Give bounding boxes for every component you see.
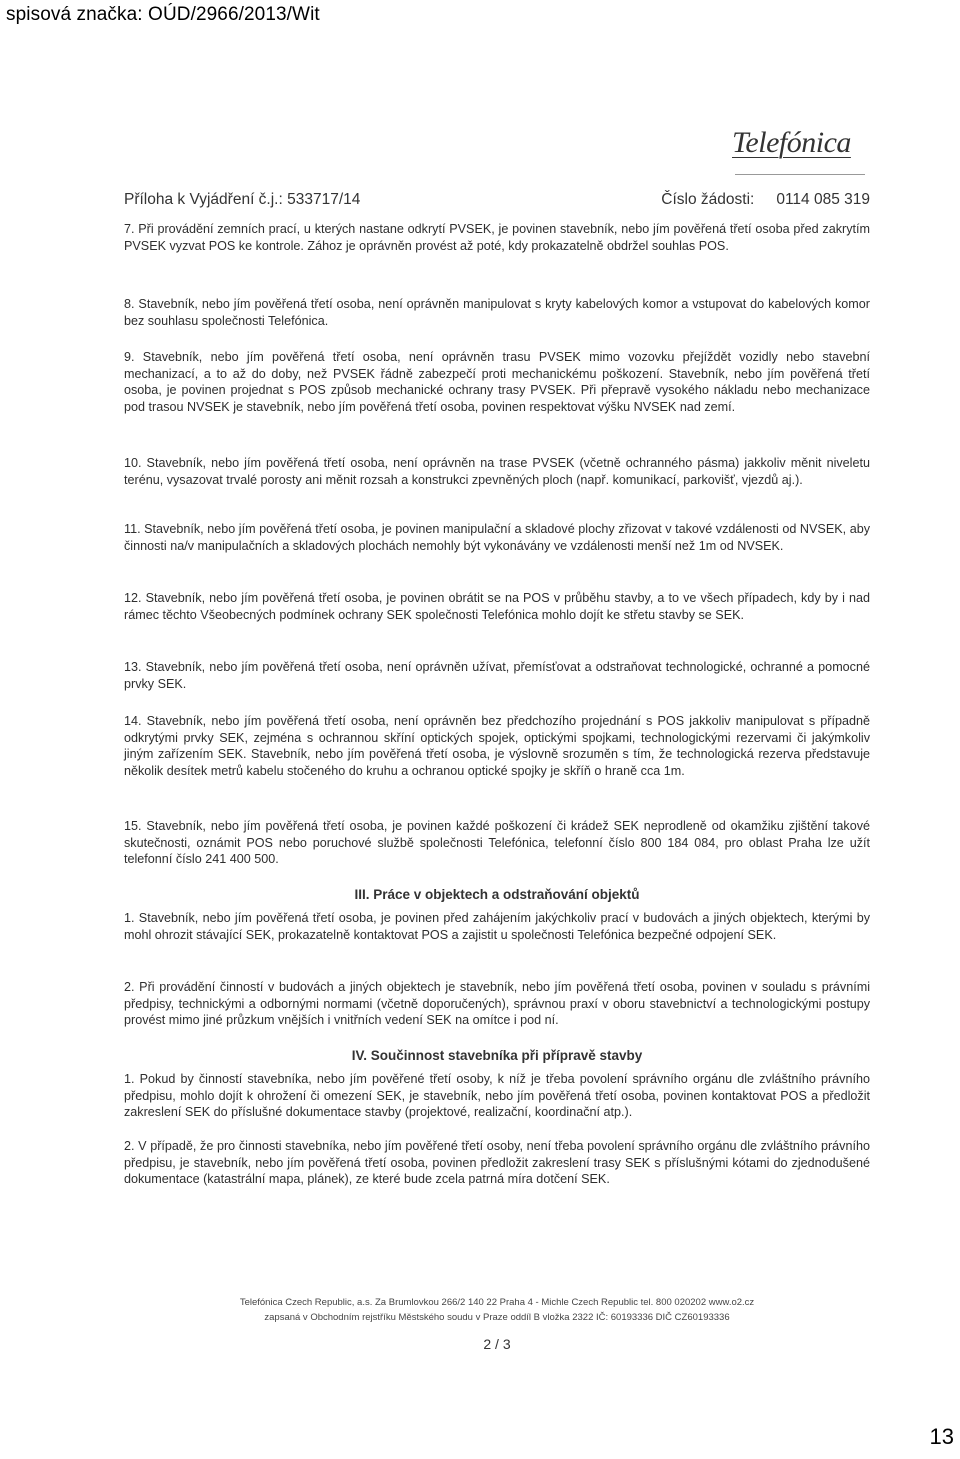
section-4-paragraph-1: 1. Pokud by činností stavebníka, nebo jím pověřené třetí osoby, k níž je třeba povolení správního orgánu dle zvláštního právního předpisu, mohlo dojít k ohrožení či omezení SEK, je stavebník, nebo jím pověřená třetí osoba, povinen kontaktovat POS a předložit zakreslení SEK do příslušné dokumentace stavby (projektové, realizační, koordinační atp.). (124, 1072, 870, 1120)
paragraph-7: 7. Při provádění zemních prací, u kterých nastane odkrytí PVSEK, je povinen stavebník, nebo jím pověřená třetí osoba před zakrytím PVSEK vyzvat POS ke kontrole. Zához je oprávněn provést až poté, kdy prokazatelně obdržel souhlas POS. (124, 222, 870, 253)
section-4-paragraph-2: 2. V případě, že pro činnosti stavebníka, nebo jím pověřené třetí osoby, není třeba povolení správního orgánu dle zvláštního právního předpisu, je stavebník, nebo jím pověřená třetí osoba, povinen předložit zakreslení trasy SEK s příslušnými kótami do zjednodušené dokumentace (katastrální mapa, plánek), ze které bude zcela patrná míra dotčení SEK. (124, 1139, 870, 1187)
paragraph-13: 13. Stavebník, nebo jím pověřená třetí osoba, není oprávněn užívat, přemísťovat a odstraňovat technologické, ochranné a pomocné prvky SEK. (124, 660, 870, 691)
section-4-title: IV. Součinnost stavebníka při přípravě stavby (351, 1048, 643, 1063)
paragraph-9: 9. Stavebník, nebo jím pověřená třetí osoba, není oprávněn trasu PVSEK mimo vozovku přejíždět vozidly nebo stavební mechanizací, a to až do doby, než PVSEK řádně zabezpečí proti mechanickému poškození. Stavebník, nebo jím pověřená třetí osoba, je povinen projednat s POS způsob mechanické ochrany trasy PVSEK. Při přepravě vysokého nákladu nebo mechanizace pod trasou NVSEK je stavebník, nebo jím pověřená třetí osoba, povinen respektovat výšku NVSEK nad zemí. (124, 350, 870, 414)
footer-company-line: Telefónica Czech Republic, a.s. Za Brumlovkou 266/2 140 22 Praha 4 - Michle Czech Republic tel. 800 020202 www.o2.cz (239, 1297, 755, 1308)
paragraph-10: 10. Stavebník, nebo jím pověřená třetí osoba, není oprávněn na trase PVSEK (včetně ochranného pásma) jakkoliv měnit niveletu terénu, vysazovat trvalé porosty ani měnit rozsah a konstrukci zpevněných ploch (např. komunikací, parkovišť, vjezdů aj.). (124, 456, 870, 487)
file-reference: spisová značka: OÚD/2966/2013/Wit (6, 4, 320, 25)
request-number-label: Číslo žádosti: (661, 191, 755, 208)
attachment-reference: Příloha k Vyjádření č.j.: 533717/14 (124, 191, 361, 208)
logo-underline (735, 174, 865, 175)
section-3-paragraph-2: 2. Při provádění činností v budovách a jiných objektech je stavebník, nebo jím pověřená třetí osoba, povinen v souladu s právními předpisy, technickými a odbornými normami (včetně doporučených), správnou praxí v oboru stavebnictví a technologickými postupy provést mimo jiné průzkum vnějších i vnitřních vedení SEK na omítce i pod ní. (124, 980, 870, 1028)
request-number (639, 191, 870, 209)
request-number-value: 0114 085 319 (776, 191, 870, 208)
telefonica-logo: Telefónica (732, 126, 851, 159)
sheet-number: 13 (929, 1424, 954, 1449)
section-3-paragraph-1: 1. Stavebník, nebo jím pověřená třetí osoba, je povinen před zahájením jakýchkoliv prací v budovách a jiných objektech, kterými by mohl ohrozit stávající SEK, prokazatelně kontaktovat POS a zajistit u společnosti Telefónica bezpečné odpojení SEK. (124, 911, 870, 942)
footer-registry-line: zapsaná v Obchodním rejstříku Městského soudu v Praze oddíl B vložka 2322 IČ: 60193336 DIČ CZ60193336 (264, 1312, 730, 1323)
section-3-title: III. Práce v objektech a odstraňování objektů (354, 887, 640, 902)
paragraph-12: 12. Stavebník, nebo jím pověřená třetí osoba, je povinen obrátit se na POS v průběhu stavby, a to ve všech případech, kdy by i nad rámec těchto Všeobecných podmínek ochrany SEK společnosti Telefónica mohlo dojít ke střetu stavby se SEK. (124, 591, 870, 622)
document-meta-row (124, 191, 870, 209)
page-number: 2 / 3 (483, 1336, 511, 1352)
paragraph-8: 8. Stavebník, nebo jím pověřená třetí osoba, není oprávněn manipulovat s kryty kabelových komor a vstupovat do kabelových komor bez souhlasu společnosti Telefónica. (124, 297, 870, 328)
paragraph-14: 14. Stavebník, nebo jím pověřená třetí osoba, není oprávněn bez předchozího projednání s POS jakkoliv manipulovat s případně odkrytými prvky SEK, zejména s ochrannou skříní optických spojek, optickými spojkami, technologickými rezervami či jakýmkoliv jiným zařízením SEK. Stavebník, nebo jím pověřená třetí osoba, je výslovně srozuměn s tím, že technologická rezerva představuje několik desítek metrů kabelu stočeného do kruhu a ochranou optické spojky je skříň o hraně cca 1m. (124, 714, 870, 778)
paragraph-15: 15. Stavebník, nebo jím pověřená třetí osoba, je povinen každé poškození či krádež SEK neprodleně od okamžiku zjištění takové skutečnosti, oznámit POS nebo poruchové službě společnosti Telefónica, telefonní číslo 800 184 084, pro oblast Praha lze užít telefonní číslo 241 400 500. (124, 819, 870, 867)
paragraph-11: 11. Stavebník, nebo jím pověřená třetí osoba, je povinen manipulační a skladové plochy zřizovat v takové vzdálenosti od NVSEK, aby činnosti na/v manipulačních a skladových plochách nemohly být vykonávány ve vzdálenosti menší než 1m od NVSEK. (124, 522, 870, 553)
